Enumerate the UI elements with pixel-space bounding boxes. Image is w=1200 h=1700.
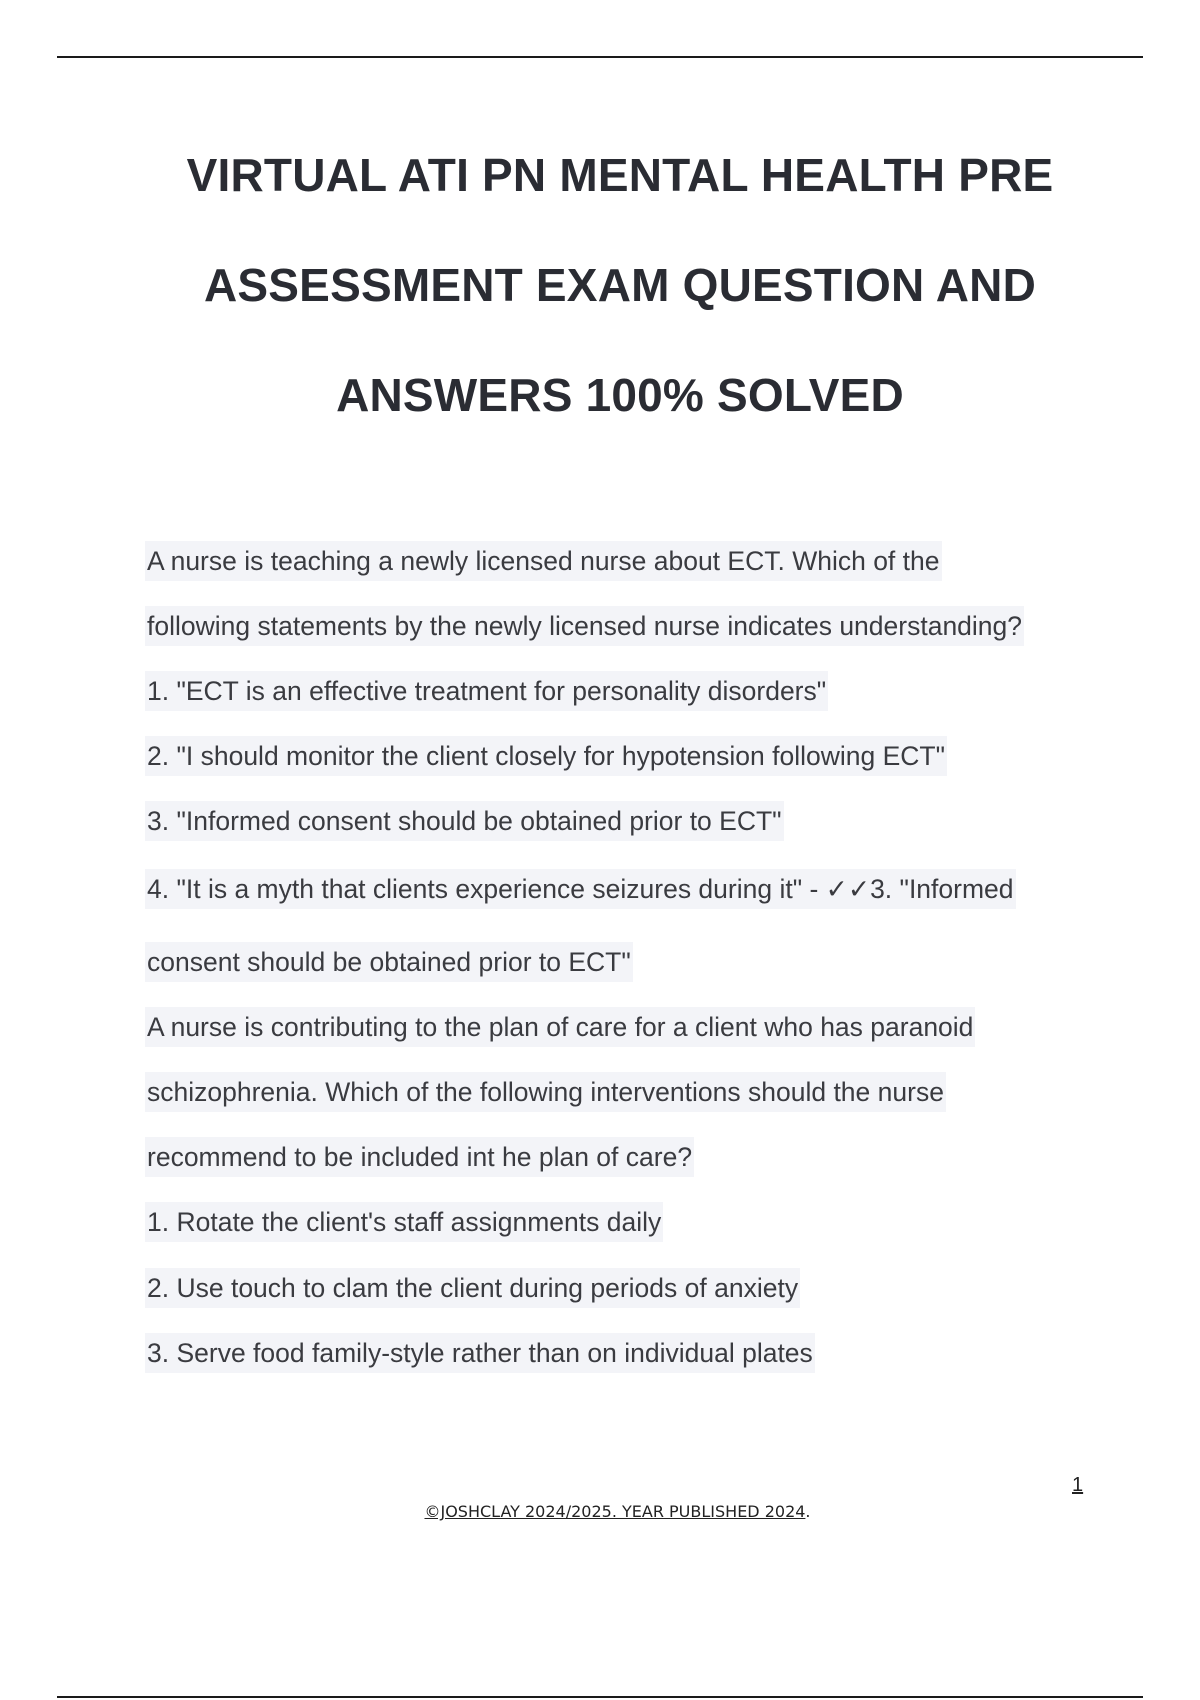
- document-title: [100, 120, 1140, 450]
- body-line: 2. "I should monitor the client closely for hypotension following ECT": [145, 736, 947, 776]
- body-line: 1. Rotate the client's staff assignments daily: [145, 1202, 663, 1242]
- body-line: A nurse is teaching a newly licensed nurse about ECT. Which of the: [145, 541, 942, 581]
- title-line: ASSESSMENT EXAM QUESTION AND: [204, 259, 1036, 311]
- body-line: A nurse is contributing to the plan of care for a client who has paranoid: [145, 1007, 975, 1047]
- copyright-suffix: .: [805, 1502, 811, 1521]
- copyright-footer: [0, 1502, 1200, 1521]
- top-rule: [57, 56, 1143, 58]
- body-line: 1. "ECT is an effective treatment for personality disorders": [145, 671, 828, 711]
- body-line: following statements by the newly licensed nurse indicates understanding?: [145, 606, 1024, 646]
- body-line: 3. Serve food family-style rather than on individual plates: [145, 1333, 815, 1373]
- title-line: VIRTUAL ATI PN MENTAL HEALTH PRE: [186, 149, 1054, 201]
- body-line: schizophrenia. Which of the following interventions should the nurse: [145, 1072, 946, 1112]
- body-line: 2. Use touch to clam the client during periods of anxiety: [145, 1268, 800, 1308]
- body-line: 3. "Informed consent should be obtained prior to ECT": [145, 801, 784, 841]
- body-line: 4. "It is a myth that clients experience seizures during it" - ✓✓3. "Informed: [145, 869, 1016, 909]
- bottom-rule: [57, 1696, 1143, 1698]
- page-number: 1: [1072, 1474, 1084, 1496]
- body-line: recommend to be included int he plan of care?: [145, 1137, 694, 1177]
- copyright-text: ©JOSHCLAY 2024/2025. YEAR PUBLISHED 2024: [424, 1502, 806, 1521]
- body-line: consent should be obtained prior to ECT": [145, 942, 633, 982]
- title-line: ANSWERS 100% SOLVED: [336, 369, 904, 421]
